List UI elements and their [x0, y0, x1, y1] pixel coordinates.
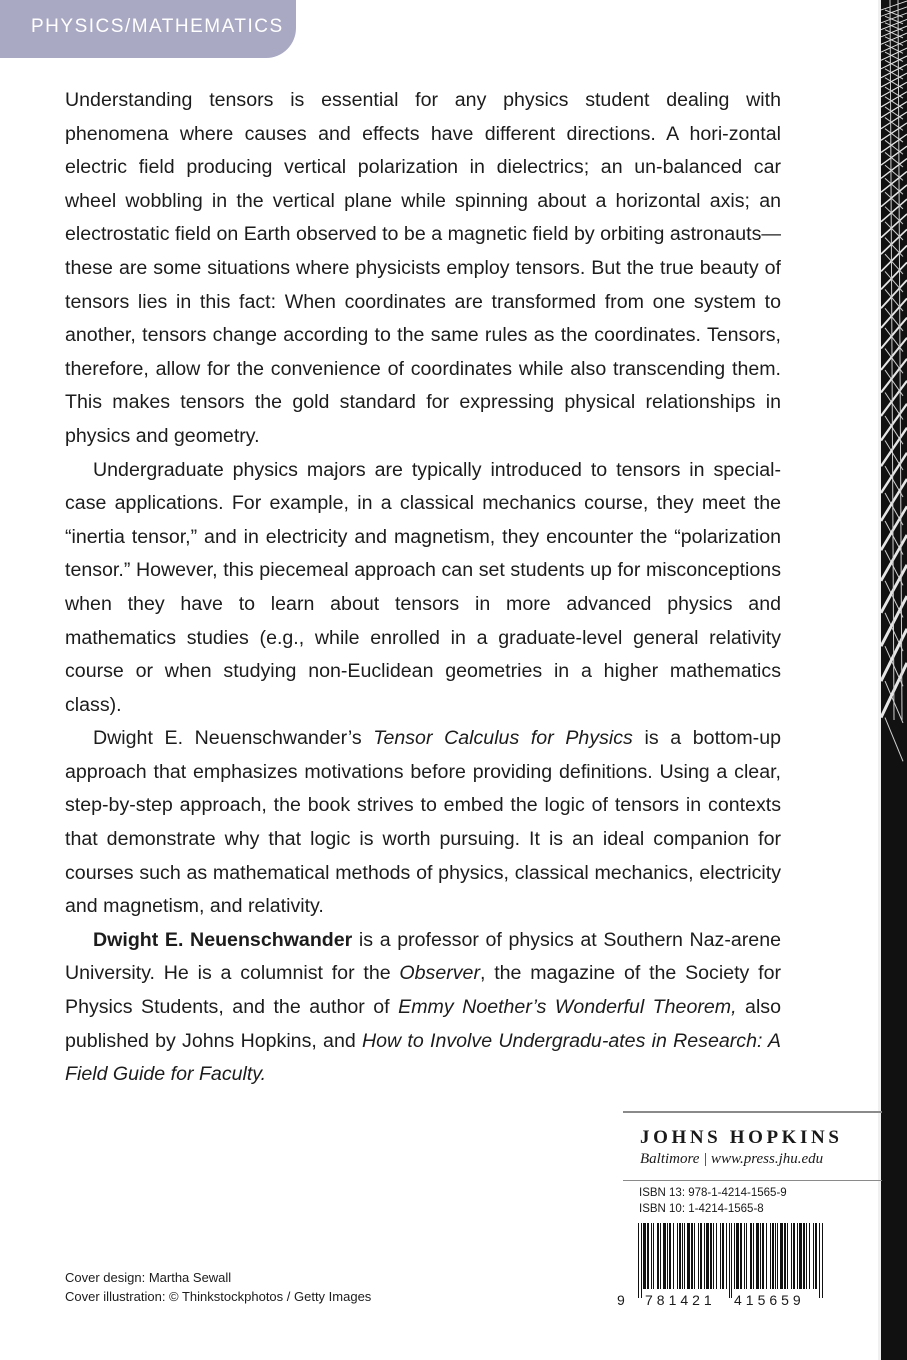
cover-credits [65, 1268, 371, 1306]
barcode-divider [623, 1180, 882, 1181]
paragraph-3 [65, 722, 781, 924]
publisher-block [623, 1111, 882, 1183]
bio-text-3: also published by Johns Hopkins, and [65, 996, 781, 1052]
other-book-title-1: Emmy Noether’s Wonderful Theorem, [398, 996, 737, 1019]
isbn-10: ISBN 10: 1-4214-1565-8 [639, 1203, 764, 1215]
author-bio [65, 924, 781, 1092]
category-tab [0, 0, 296, 58]
description-text [65, 84, 781, 1092]
bio-text-2: , the magazine of the Society for Physics Students, and the author of [65, 962, 781, 1019]
paragraph-1: Understanding tensors is essential for any physics student dealing with phenomena where causes and effects have different directions. A hori-zontal electric field producing vertical polarization in dielectrics; an un-balanced car wheel wobbling in the vertical plane while spinning about a horizontal axis; an electrostatic field on Earth observed to be a magnetic field by orbiting astronauts—these are some situations where physicists employ tensors. But the true beauty of tensors lies in this fact: When coordinates are transformed from one system to another, tensors change according to the same rules as the coordinates. Tensors, therefore, allow for the convenience of coordinates while also transcending them. This makes tensors the gold standard for expressing physical relationships in physics and geometry. [65, 89, 781, 447]
barcode-block [617, 1180, 882, 1360]
author-possessive: Dwight E. Neuenschwander’s [93, 727, 362, 750]
cover-illustration-credit: Cover illustration: © Thinkstockphotos / Getty Images [65, 1289, 372, 1304]
isbn-13: ISBN 13: 978-1-4214-1565-9 [639, 1187, 787, 1199]
barcode-right-digits: 415659 [734, 1292, 805, 1308]
author-name: Dwight E. Neuenschwander [93, 928, 353, 951]
category-label: PHYSICS/MATHEMATICS [31, 16, 284, 37]
cover-design-credit: Cover design: Martha Sewall [65, 1270, 232, 1285]
publisher-location: Baltimore | www.press.jhu.edu [640, 1151, 824, 1167]
book-title: Tensor Calculus for Physics [373, 727, 633, 750]
paragraph-2: Undergraduate physics majors are typically introduced to tensors in special-case applications. For example, in a classical mechanics course, they meet the “inertia tensor,” and in electricity and magnetism, they encounter the “polarization tensor.” However, this piecemeal approach can set students up for misconceptions when they have to learn about tensors in more advanced physics and mathematics studies (e.g., while enrolled in a graduate-level general relativity course or when studying non-Euclidean geometries in a higher mathematics class). [65, 458, 781, 716]
other-book-title-2: How to Involve Undergradu-ates in Research: A Field Guide for Faculty. [65, 1029, 781, 1086]
grid-illustration-strip [881, 0, 907, 1360]
barcode-lead-digit: 9 [617, 1292, 625, 1308]
barcode-left-digits: 781421 [645, 1292, 716, 1308]
paragraph-3-rest: is a bottom-up approach that emphasizes motivations before providing definitions. Using a clear, step-by-step approach, the book strives to embed the logic of tensors in contexts that demonstrate why that logic is worth pursuing. It is an ideal companion for courses such as mathematical methods of physics, classical mechanics, electricity and magnetism, and relativity. [65, 727, 781, 918]
publisher-name: JOHNS HOPKINS [640, 1127, 843, 1148]
barcode-image [638, 1223, 824, 1298]
magazine-title: Observer [399, 962, 480, 985]
bio-text-1: is a professor of physics at Southern Naz-arene University. He is a columnist for the [65, 928, 781, 985]
grid-illustration [881, 0, 907, 1360]
